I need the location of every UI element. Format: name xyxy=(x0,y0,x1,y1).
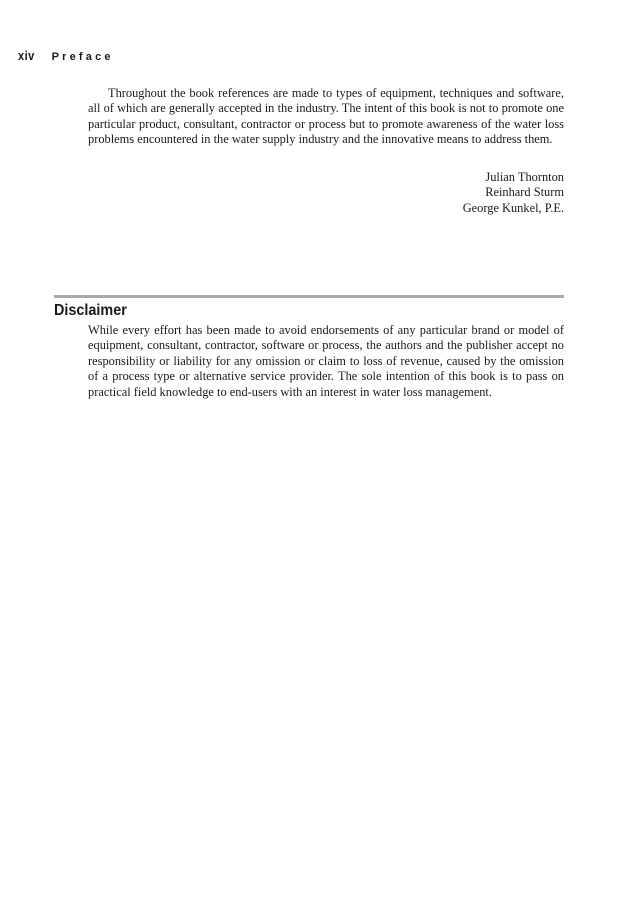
author-signatures xyxy=(300,170,564,216)
author-name: Reinhard Sturm xyxy=(485,185,564,200)
disclaimer-heading: Disclaimer xyxy=(54,302,127,319)
author-name: Julian Thornton xyxy=(485,170,564,184)
disclaimer-paragraph: While every effort has been made to avoid endorsements of any particular brand or model of equipment, consultant, contractor, software or process, the authors and the publisher accept no responsibility or liability for any omission or claim to loss of revenue, caused by the omission of a process type or alternative service provider. The sole intention of this book is to pass on practical field knowledge to end-users with an interest in water loss management. xyxy=(88,323,564,399)
page-number: xiv xyxy=(18,48,35,63)
intro-paragraph: Throughout the book references are made to types of equipment, techniques and software, all of which are generally accepted in the industry. The intent of this book is not to promote one particular product, consultant, contractor or process but to promote awareness of the water loss problems encountered in the water supply industry and the innovative means to address them. xyxy=(88,86,564,147)
page-header xyxy=(18,48,114,63)
running-head: Preface xyxy=(51,51,114,63)
section-divider xyxy=(54,295,564,298)
author-name: George Kunkel, P.E. xyxy=(462,200,564,215)
